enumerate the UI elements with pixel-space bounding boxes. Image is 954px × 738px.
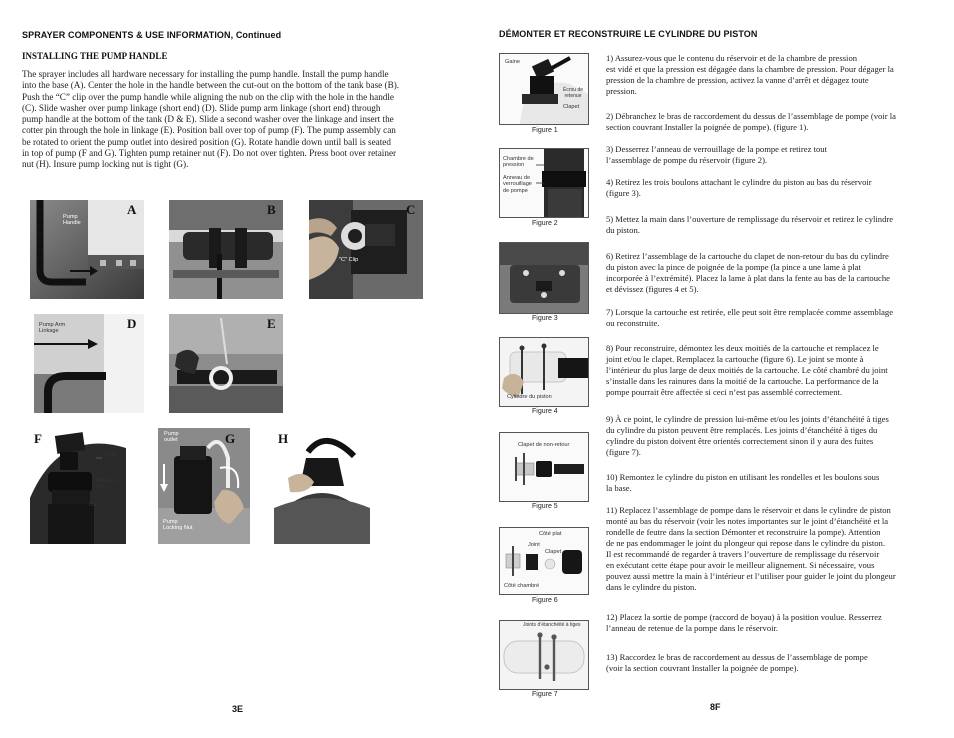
figure-6-caption: Figure 6 [532,597,558,604]
step-line: joint et/ou le clapet. Remplacez la cartouche (figure 6). Le joint se monte à [606,354,864,364]
figure-7 [499,620,589,690]
step-10 [606,472,936,494]
figure-5-caption: Figure 5 [532,503,558,510]
step-1 [606,53,936,97]
instruction-line: be rotated to orient the pump outlet into desired position (G). Rotate handle down until ball is seated [22,136,391,147]
fig6-label-clapet: Clapet [545,549,562,555]
figure-3 [499,242,589,314]
photo-b-handle-centered [169,200,283,299]
step-line: du cylindre du piston peuvent être remplacés. Les joints d’étanchéité à tiges du [606,425,878,435]
step-line: 7) Lorsque la cartouche est retirée, elle peut soit être remplacée comme assemblage [606,307,894,317]
instruction-line: pump handle at the bottom of the tank (D & E). Slide a second washer over the linkage and insert the [22,114,394,125]
photo-f-label-retainer: Retainer Nut [96,478,118,491]
photo-a-letter: A [127,202,137,217]
step-line: s’installe dans les rainures dans la moitié de la cartouche. La performance de la [606,376,879,386]
step-line: ou reconstruite. [606,318,660,328]
step-2 [606,111,936,133]
step-line: du piston avec la pince de poignée de la pompe (la pince a une lame à plat [606,262,861,272]
step-line: 4) Retirez les trois boulons attachant le cylindre du piston au bas du réservoir [606,177,872,187]
instruction-line: into the base (A). Center the hole in the handle between the cut-out on the bottom of the tank base (B). [22,80,400,91]
step-line: de ne pas endommager le joint du plongeur qui repose dans le cylindre du piston. [606,538,885,548]
fig6-label-cote-plat: Côté plat [539,531,562,537]
left-page-header: SPRAYER COMPONENTS & USE INFORMATION, Continued [22,30,282,40]
step-line: pression. [606,86,637,96]
step-12 [606,612,936,634]
step-line: 11) Replacez l’assemblage de pompe dans le réservoir et dans le cylindre de piston [606,505,891,515]
photo-g-letter: G [225,431,236,446]
step-line: (figure 7). [606,447,641,457]
photo-h-boot-over-nut [274,428,370,544]
step-line: 10) Remontez le cylindre du piston en utilisant les rondelles et les boulons sous [606,472,880,482]
fig4-label-cylindre: Cylindre du piston [507,394,552,400]
photo-h-letter: H [278,431,289,446]
step-7 [606,307,936,329]
step-13 [606,652,936,674]
figure-2-caption: Figure 2 [532,220,558,227]
step-line: du piston. [606,225,640,235]
right-page-header: DÉMONTER ET RECONSTRUIRE LE CYLINDRE DU PISTON [499,29,758,39]
instruction-line: in top of pump (F and G). Tighten pump retainer nut (F). Do not over tighten. Press boot over retainer [22,148,397,159]
step-9 [606,414,936,458]
photo-b-letter: B [267,202,276,217]
instruction-line: nut (H). Insure pump locking nut is tight (G). [22,159,189,170]
figure-4-caption: Figure 4 [532,408,558,415]
step-line: 8) Pour reconstruire, démontez les deux moitiés de la cartouche et remplacez le [606,343,879,353]
step-line: l’anneau de retenue de la pompe dans le réservoir. [606,623,779,633]
fig2-label-chambre: Chambre de pression [503,156,534,169]
step-line: rondelle de feutre dans la section Démonter et reconstruire la pompe). Attention [606,527,881,537]
install-instructions [22,69,442,171]
step-line: et dévissez (figures 4 et 5). [606,284,699,294]
photo-f-letter: F [34,431,42,446]
figure-7-caption: Figure 7 [532,691,558,698]
step-line: en exécutant cette étape pour avoir le meilleur alignement. Si nécessaire, vous [606,560,875,570]
photo-e-letter: E [267,316,276,331]
step-line: la base. [606,483,632,493]
figure-3-caption: Figure 3 [532,315,558,322]
step-line: 13) Raccordez le bras de raccordement au dessus de l’assemblage de pompe [606,652,868,662]
fig2-label-anneau: Anneau de verrouillage de pompe [503,175,532,194]
step-line: Il est recommandé de regarder à travers l’ouverture de remplissage du réservoir [606,549,880,559]
photo-d-letter: D [127,316,137,331]
step-line: pouvez aussi mettre la main à l’intérieur et l’utiliser pour guider le joint du plongeur [606,571,896,581]
instruction-line: Push the “C” clip over the pump handle while aligning the nub on the clip with the hole in the handle [22,91,395,102]
step-line: (voir la section couvrant Installer la poignée de pompe). [606,663,799,673]
step-line: 9) À ce point, le cylindre de pression lui-même et/ou les joints d’étanchéité à tiges [606,414,889,424]
step-line: 12) Placez la sortie de pompe (raccord de boyau) à la position voulue. Resserrez [606,612,882,622]
photo-a-label: Pump Handle [63,214,81,227]
step-5 [606,214,936,236]
fig7-label-joints: Joints d’étanchéité à tiges [523,622,581,628]
fig5-label-clapet: Clapet de non-retour [518,442,570,448]
step-line: 6) Retirez l’assemblage de la cartouche du clapet de non-retour du bas du cylindre [606,251,889,261]
step-line: dans le cylindre du piston. [606,582,697,592]
instruction-line: (C). Slide washer over pump linkage (short end) (D). Slide pump arm linkage (short end) through [22,102,381,113]
photo-f-label-ball: Ball [89,502,99,508]
step-line: (figure 3). [606,188,641,198]
step-8 [606,343,936,398]
left-page-number: 3E [232,704,244,714]
step-line: 3) Desserrez l’anneau de verrouillage de la pompe et retirez tout [606,144,827,154]
right-page-number: 8F [710,702,721,712]
step-11 [606,505,936,593]
photo-c-label: "C" Clip [339,257,359,263]
photo-g-label-outlet: Pump outlet [164,431,179,444]
step-4 [606,177,936,199]
photo-e-cotter-pin [169,314,283,413]
step-line: incorporée à l’extrémité). Placez la lame à plat dans la fente au bas de la cartouche [606,273,890,283]
step-line: pompe pourrait être affectée si ceci n’est pas assemblé correctement. [606,387,843,397]
fig6-label-joint: Joint [528,542,540,548]
photo-d-label: Pump Arm Linkage [39,322,66,335]
fig6-label-cote-chambre: Côté chambré [504,583,540,589]
photo-f-label-boot: Boot [104,452,116,458]
step-line: monté au bas du réservoir (voir les notes importantes sur le joint d’étanchéité et la [606,516,889,526]
photo-g-label-locking: Pump Locking Nut [163,519,193,532]
step-line: 1) Assurez-vous que le contenu du réservoir et de la chambre de pression [606,53,858,63]
fig1-label-gaine: Gaine [505,59,520,65]
fig1-label-ecrou: Écrou de retenue [563,87,584,99]
step-line: pression de la chambre de pression, activez la vanne d’arrêt et dégagez toute [606,75,869,85]
photo-c-letter: C [406,202,416,217]
step-line: l’assemblage de pompe du réservoir (figure 2). [606,155,768,165]
instruction-line: The sprayer includes all hardware necessary for installing the pump handle. Install the pump handle [22,69,389,79]
step-line: est vidé et que la pression est dégagée dans la chambre de pression. Pour dégager la [606,64,894,74]
step-line: section couvrant Installer la poignée de pompe). (figure 1). [606,122,809,132]
step-3 [606,144,936,166]
step-line: cylindre du piston doivent être orientés correctement sinon il y aura des fuites [606,436,874,446]
figure-1-caption: Figure 1 [532,127,558,134]
fig1-label-clapet: Clapet [563,104,580,110]
step-6 [606,251,936,295]
step-line: 2) Débranchez le bras de raccordement du dessus de l’assemblage de pompe (voir la [606,111,896,121]
instruction-line: cotter pin through the hole in linkage (E). Position ball over top of pump (F). The pump assembly can [22,125,396,136]
step-line: 5) Mettez la main dans l’ouverture de remplissage du réservoir et retirez le cylindre [606,214,894,224]
step-line: l’intérieur du plus large de deux moitiés de la cartouche. Le côté chambré du joint [606,365,888,375]
left-section-title: INSTALLING THE PUMP HANDLE [22,51,168,61]
